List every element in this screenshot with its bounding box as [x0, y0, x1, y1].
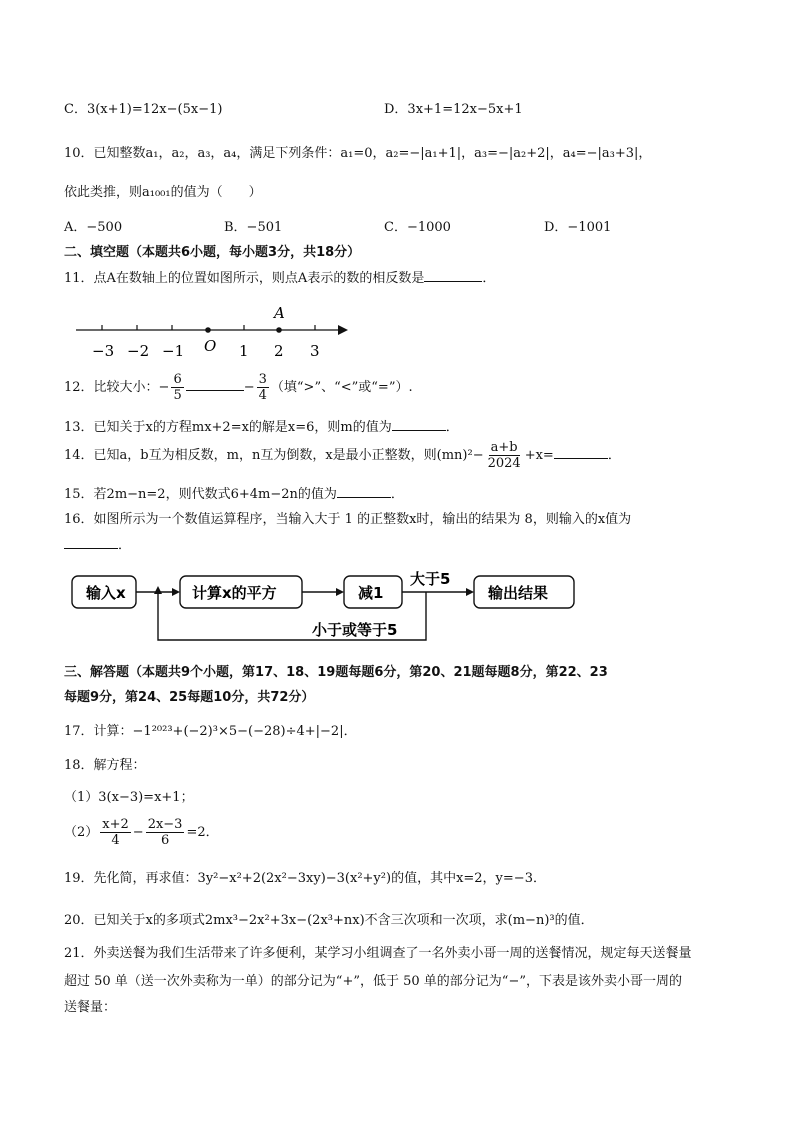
q12-suffix: （填“>”、“<”或“=”）.: [270, 380, 413, 395]
q15-end: ．: [390, 487, 404, 502]
q10-stem-cont: 依此类推，则a₁₀₀₁的值为（ ）: [64, 185, 262, 200]
answer-blank[interactable]: [424, 269, 482, 282]
fraction-2x-minus-3: $\frac{2x-3}{6}$: [147, 817, 183, 848]
q13-stem: [64, 416, 459, 435]
q18-part-2: [64, 817, 219, 848]
q10-option-d: D．−1001: [544, 220, 612, 235]
q18-stem: 18．解方程：: [64, 758, 146, 773]
origin-label: O: [204, 337, 217, 355]
q15-text: 15．若2m−n=2，则代数式6+4m−2n的值为: [64, 487, 337, 502]
tick-label-2: 2: [274, 342, 284, 360]
q13-text: 13．已知关于x的方程mx+2=x的解是x=6，则m的值为: [64, 420, 392, 435]
q10-option-b: B．−501: [224, 220, 283, 235]
q14-end: ．: [607, 448, 621, 463]
tick-label-1: 1: [239, 342, 249, 360]
answer-blank[interactable]: [186, 378, 244, 391]
q14-stem: [64, 440, 621, 471]
answer-blank[interactable]: [392, 418, 446, 431]
section-2-heading: 二、填空题（本题共6小题，每小题3分，共18分）: [64, 245, 361, 260]
fraction-a-plus-b: $\frac{a+b}{2024}$: [487, 440, 521, 471]
q21-stem: 21．外卖送餐为我们生活带来了许多便利，某学习小组调查了一名外卖小哥一周的送餐情况，规定每天送餐量: [64, 946, 692, 961]
tick-label-neg2: −2: [127, 342, 150, 360]
arrowhead-icon: [172, 588, 180, 596]
q10-option-c: C．−1000: [384, 220, 451, 235]
q16-stem: 16．如图所示为一个数值运算程序，当输入大于 1 的正整数x时，输出的结果为 8，则输入的x值为: [64, 512, 632, 527]
q18-part2-suffix: =2．: [186, 825, 219, 840]
point-a-label: A: [274, 304, 285, 322]
tick-label-neg3: −3: [92, 342, 115, 360]
answer-blank[interactable]: [64, 536, 118, 549]
tick-label-3: 3: [310, 342, 320, 360]
fraction-6-5: $\frac{6}{5}$: [173, 372, 182, 403]
box-output-label: 输出结果: [488, 584, 549, 602]
q21-stem-cont: 超过 50 单（送一次外卖称为一单）的部分记为“+”，低于 50 单的部分记为“−”，下表是该外卖小哥一周的: [64, 974, 682, 989]
q11-text: 11．点A在数轴上的位置如图所示，则点A表示的数的相反数是: [64, 271, 425, 286]
q12-stem: [64, 372, 413, 403]
q13-end: ．: [445, 420, 459, 435]
q21-stem-cont2: 送餐量：: [64, 1000, 117, 1015]
q17-stem: 17．计算：−1²⁰²³+(−2)³×5−(−28)÷4+|−2|．: [64, 724, 357, 739]
q16-stem-cont: [64, 534, 131, 553]
axis-arrow-icon: [338, 325, 348, 335]
number-line-figure: [70, 300, 360, 364]
q12-prefix: 12．比较大小：−: [64, 380, 170, 395]
branch-loop-label: 小于或等于5: [312, 621, 398, 639]
origin-point: [205, 327, 211, 333]
box-square-label: 计算x的平方: [192, 584, 277, 602]
arrowhead-icon: [154, 586, 162, 594]
section-3-heading: 三、解答题（本题共9个小题，第17、18、19题每题6分，第20、21题每题8分，第22、23: [64, 665, 608, 680]
box-input-label: 输入x: [86, 584, 126, 602]
q9-option-c: C．3(x+1)=12x−(5x−1): [64, 102, 223, 117]
q16-end: ．: [118, 538, 132, 553]
q15-stem: [64, 483, 404, 502]
q12-mid: −: [243, 380, 255, 395]
q14-prefix: 14．已知a，b互为相反数，m，n互为倒数，x是最小正整数，则(mn)²−: [64, 448, 484, 463]
q18-part-1: （1）3(x−3)=x+1；: [64, 790, 194, 805]
section-3-heading-cont: 每题9分，第24、25每题10分，共72分）: [64, 690, 315, 705]
box-minus-one-label: 减1: [358, 584, 384, 602]
q10-stem: 10．已知整数a₁，a₂，a₃，a₄，满足下列条件：a₁=0，a₂=−|a₁+1|，a₃=−|a₂+2|，a₄=−|a₃+3|，: [64, 146, 652, 161]
tick-label-neg1: −1: [162, 342, 185, 360]
arrowhead-icon: [336, 588, 344, 596]
q11-end: ．: [482, 271, 496, 286]
fraction-3-4: $\frac{3}{4}$: [258, 372, 267, 403]
point-a: [276, 327, 282, 333]
fraction-x-plus-2: $\frac{x+2}{4}$: [102, 817, 129, 848]
arrowhead-icon: [466, 588, 474, 596]
branch-greater-label: 大于5: [410, 570, 451, 588]
answer-blank[interactable]: [337, 485, 391, 498]
q18-op: −: [132, 825, 144, 840]
q14-suffix: +x=: [524, 448, 554, 463]
q10-option-a: A．−500: [64, 220, 123, 235]
q9-option-d: D．3x+1=12x−5x+1: [384, 102, 523, 117]
q18-part2-prefix: （2）: [64, 825, 99, 840]
q19-stem: 19．先化简，再求值：3y²−x²+2(2x²−3xy)−3(x²+y²)的值，其中x=2，y=−3．: [64, 871, 546, 886]
q20-stem: 20．已知关于x的多项式2mx³−2x²+3x−(2x³+nx)不含三次项和一次项，求(m−n)³的值．: [64, 913, 594, 928]
program-flowchart: [64, 564, 590, 646]
answer-blank[interactable]: [554, 446, 608, 459]
q11-stem: [64, 267, 495, 286]
